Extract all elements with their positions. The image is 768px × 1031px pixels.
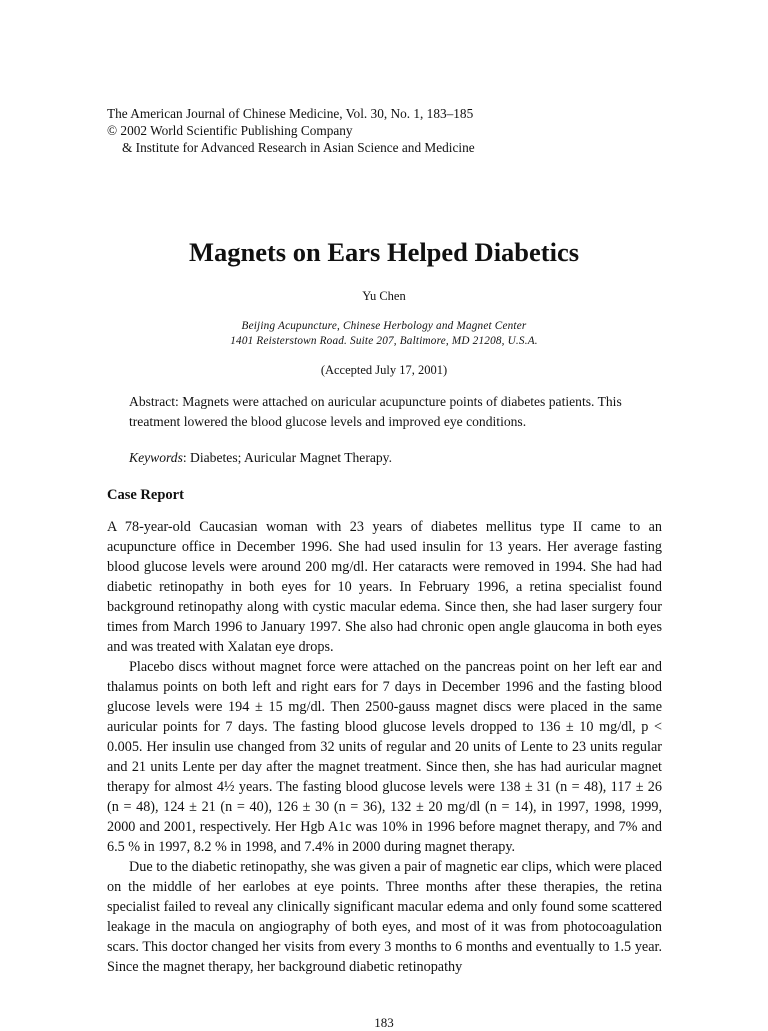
keywords bbox=[129, 449, 649, 467]
page-number: 183 bbox=[374, 1015, 394, 1030]
affiliation-line-1: Beijing Acupuncture, Chinese Herbology and Magnet Center bbox=[241, 320, 527, 332]
keywords-label: Keywords bbox=[129, 450, 183, 465]
abstract: Abstract: Magnets were attached on auricular acupuncture points of diabetes patients. This treatment lowered the blood glucose levels and improved eye conditions. bbox=[129, 394, 622, 429]
journal-citation: The American Journal of Chinese Medicine, Vol. 30, No. 1, 183–185 bbox=[107, 106, 474, 121]
keywords-text: : Diabetes; Auricular Magnet Therapy. bbox=[182, 450, 392, 465]
article-title: Magnets on Ears Helped Diabetics bbox=[188, 237, 580, 267]
journal-header bbox=[107, 105, 475, 156]
case-report-body bbox=[107, 517, 662, 977]
body-paragraph-1: A 78-year-old Caucasian woman with 23 years of diabetes mellitus type II came to an acupuncture office in December 1996. She had used insulin for 13 years. Her average fasting blood glucose levels were around 200 mg/dl. Her cataracts were removed in 1994. She had had diabetic retinopathy in both eyes for 10 years. In February 1996, a retina specialist found background retinopathy along with cystic macular edema. Since then, she had laser surgery four times from March 1996 to January 1997. She also had chronic open angle glaucoma in both eyes and was treated with Xalatan eye drops. bbox=[107, 519, 662, 655]
author-affiliation bbox=[0, 319, 768, 349]
body-paragraph-3: Due to the diabetic retinopathy, she was given a pair of magnetic ear clips, which were placed on the middle of her earlobes at eye points. Three months after these therapies, the retina specialist failed to reveal any clinically significant macular edema and only found some scattered leakage in the macula on angiography of both eyes, and most of it was from photocoagulation scars. This doctor changed her visits from every 3 months to 6 months and eventually to 1.5 year. Since the magnet therapy, her background diabetic retinopathy bbox=[107, 859, 662, 975]
section-heading-case-report: Case Report bbox=[107, 487, 184, 503]
journal-copyright: © 2002 World Scientific Publishing Company bbox=[107, 123, 353, 138]
accepted-date: (Accepted July 17, 2001) bbox=[320, 363, 448, 377]
affiliation-line-2: 1401 Reisterstown Road. Suite 207, Baltimore, MD 21208, U.S.A. bbox=[230, 335, 538, 347]
journal-institute: & Institute for Advanced Research in Asian Science and Medicine bbox=[122, 140, 475, 155]
article-author: Yu Chen bbox=[362, 289, 406, 303]
body-paragraph-2: Placebo discs without magnet force were attached on the pancreas point on her left ear and thalamus points on both left and right ears for 7 days in December 1996 and the fasting blood glucose levels were 194 ± 15 mg/dl. Then 2500-gauss magnet discs were placed in the same auricular points for 7 days. The fasting blood glucose levels dropped to 136 ± 10 mg/dl, p < 0.005. Her insulin use changed from 32 units of regular and 20 units of Lente to 23 units regular and 21 units Lente per day after the magnet treatment. Since then, she has had auricular magnet therapy for almost 4½ years. The fasting blood glucose levels were 138 ± 31 (n = 48), 117 ± 26 (n = 48), 124 ± 21 (n = 40), 126 ± 30 (n = 36), 132 ± 20 mg/dl (n = 14), in 1997, 1998, 1999, 2000 and 2001, respectively. Her Hgb A1c was 10% in 1996 before magnet therapy, and 7% and 6.5 % in 1997, 8.2 % in 1998, and 7.4% in 2000 during magnet therapy. bbox=[107, 659, 662, 855]
